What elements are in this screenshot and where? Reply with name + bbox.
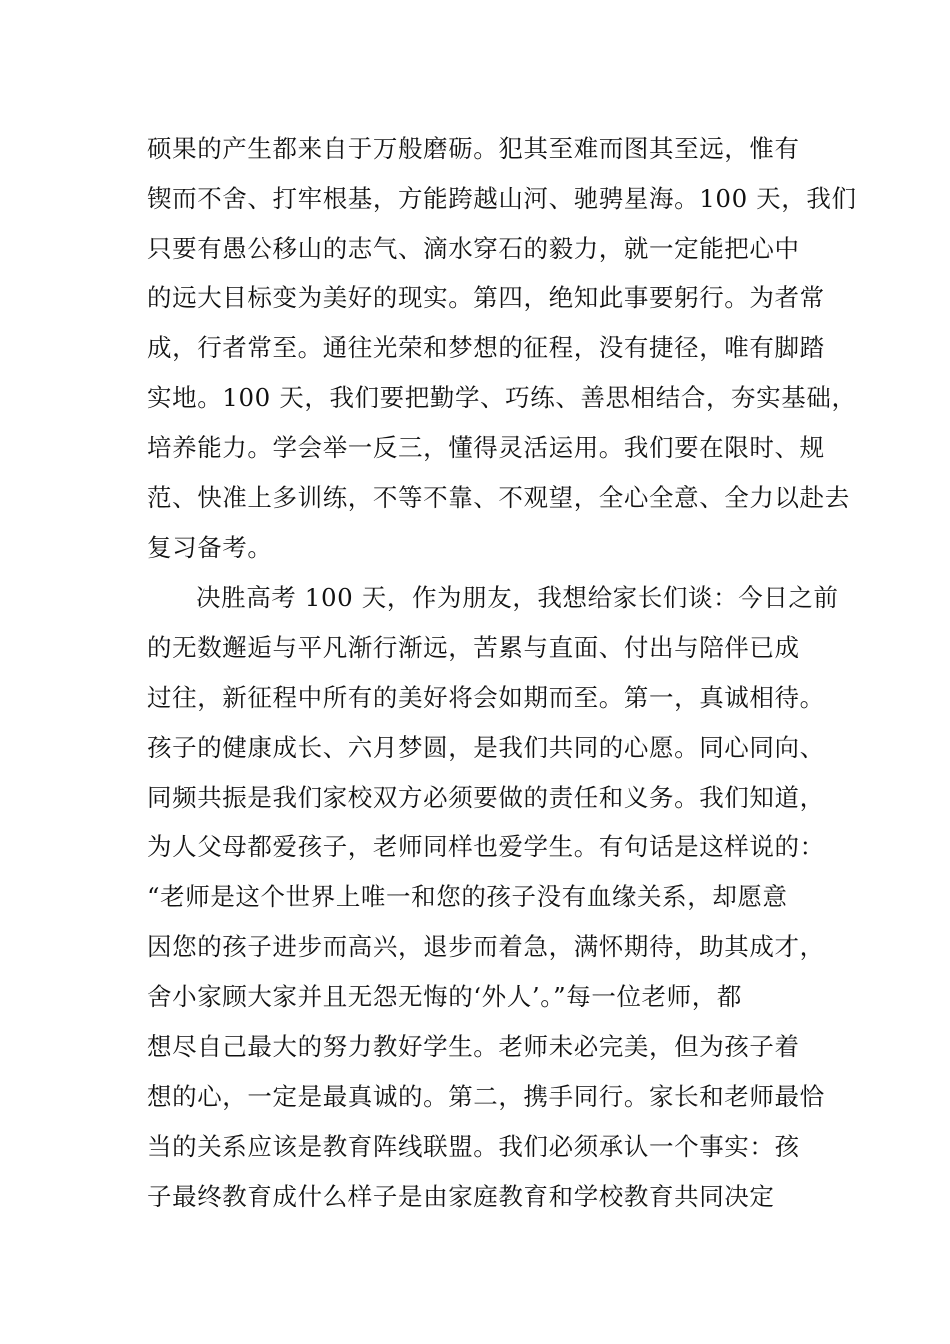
text-line-19: 想尽自己最大的努力教好学生。老师未必完美，但为孩子着 [147,1032,800,1061]
text-line-21: 当的关系应该是教育阵线联盟。我们必须承认一个事实：孩 [147,1132,800,1161]
text-line-13: 孩子的健康成长、六月梦圆，是我们共同的心愿。同心同向、 [147,733,825,762]
text-line-14: 同频共振是我们家校双方必须要做的责任和义务。我们知道， [147,783,825,812]
text-line-6: 实地。100 天，我们要把勤学、巧练、善思相结合，夯实基础， [147,383,857,412]
text-line-8: 范、快准上多训练，不等不靠、不观望，全心全意、全力以赴去 [147,483,850,512]
text-line-2: 锲而不舍、打牢根基，方能跨越山河、驰骋星海。100 天，我们 [147,184,857,213]
text-line-18: 舍小家顾大家并且无怨无悔的‘外人’。”每一位老师，都 [147,982,742,1011]
paragraph-start-line: 决胜高考 100 天，作为朋友，我想给家长们谈：今日之前 [196,583,839,612]
text-line-7: 培养能力。学会举一反三，懂得灵活运用。我们要在限时、规 [147,433,825,462]
text-line-5: 成，行者常至。通往光荣和梦想的征程，没有捷径，唯有脚踏 [147,333,825,362]
text-line-9: 复习备考。 [147,533,273,562]
text-line-3: 只要有愚公移山的志气、滴水穿石的毅力，就一定能把心中 [147,234,800,263]
text-line-1: 硕果的产生都来自于万般磨砺。犯其至难而图其至远，惟有 [147,134,800,163]
text-line-4: 的远大目标变为美好的现实。第四，绝知此事要躬行。为者常 [147,283,825,312]
text-line-22: 子最终教育成什么样子是由家庭教育和学校教育共同决定 [147,1182,775,1211]
text-line-15: 为人父母都爱孩子，老师同样也爱学生。有句话是这样说的： [147,832,825,861]
text-line-17: 因您的孩子进步而高兴，退步而着急，满怀期待，助其成才， [147,932,825,961]
text-line-20: 想的心，一定是最真诚的。第二，携手同行。家长和老师最恰 [147,1082,825,1111]
text-line-11: 的无数邂逅与平凡渐行渐远，苦累与直面、付出与陪伴已成 [147,633,800,662]
text-line-16: “老师是这个世界上唯一和您的孩子没有血缘关系，却愿意 [147,882,788,911]
text-line-12: 过往，新征程中所有的美好将会如期而至。第一，真诚相待。 [147,683,825,712]
